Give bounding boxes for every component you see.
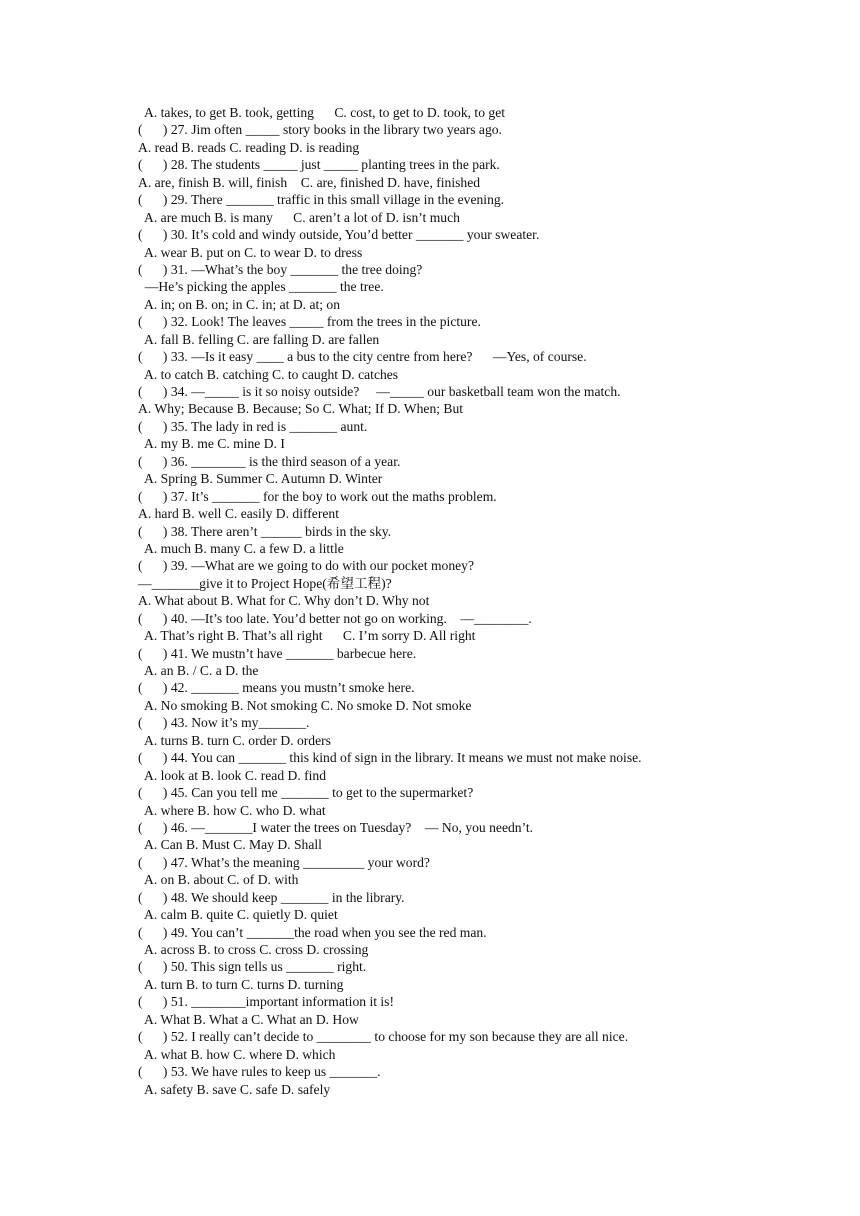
question-line: ( ) 43. Now it’s my_______. <box>138 715 310 731</box>
answer-options-line: A. are much B. is many C. aren’t a lot of D. isn’t much <box>138 209 460 225</box>
answer-options-line: A. across B. to cross C. cross D. crossing <box>138 942 369 957</box>
question-line: ( ) 52. I really can’t decide to ________ to choose for my son because they are all nice. <box>138 1029 629 1045</box>
question-line: ( ) 37. It’s _______ for the boy to work out the maths problem. <box>138 488 497 504</box>
answer-options-line: A. turns B. turn C. order D. orders <box>138 732 331 748</box>
answer-options-line: A. on B. about C. of D. with <box>138 872 299 888</box>
answer-options-line: A. What B. What a C. What an D. How <box>138 1011 359 1027</box>
question-line: ( ) 33. —Is it easy ____ a bus to the city centre from here? —Yes, of course. <box>138 349 587 365</box>
question-line: ( ) 30. It’s cold and windy outside, You’d better _______ your sweater. <box>138 227 540 243</box>
question-line: ( ) 51. ________important information it is! <box>138 994 394 1010</box>
answer-options-line: A. where B. how C. who D. what <box>138 802 326 818</box>
question-line: ( ) 34. —_____ is it so noisy outside? —_____ our basketball team won the match. <box>138 384 621 399</box>
answer-options-line: A. look at B. look C. read D. find <box>138 767 327 783</box>
question-line: ( ) 46. —_______I water the trees on Tuesday? — No, you needn’t. <box>138 819 534 835</box>
answer-options-line: A. to catch B. catching C. to caught D. catches <box>138 366 399 382</box>
answer-options-line: A. much B. many C. a few D. a little <box>138 540 344 556</box>
question-line: ( ) 39. —What are we going to do with our pocket money? <box>138 558 474 574</box>
answer-options-line: A. wear B. put on C. to wear D. to dress <box>138 244 363 260</box>
text-line: —He’s picking the apples _______ the tree. <box>138 279 384 295</box>
answer-options-line: A. Why; Because B. Because; So C. What; If D. When; But <box>138 401 464 417</box>
question-line: ( ) 50. This sign tells us _______ right. <box>138 959 367 975</box>
question-line: ( ) 31. —What’s the boy _______ the tree doing? <box>138 261 423 277</box>
question-line: ( ) 49. You can’t _______the road when you see the red man. <box>138 924 487 940</box>
question-line: ( ) 36. ________ is the third season of a year. <box>138 453 401 469</box>
answer-options-line: A. read B. reads C. reading D. is reading <box>138 139 360 155</box>
answer-options-line: A. my B. me C. mine D. I <box>138 436 285 452</box>
question-line: ( ) 32. Look! The leaves _____ from the trees in the picture. <box>138 314 481 330</box>
question-line: ( ) 47. What’s the meaning _________ your word? <box>138 854 430 870</box>
answer-options-line: A. an B. / C. a D. the <box>138 663 259 678</box>
question-line: ( ) 38. There aren’t ______ birds in the sky. <box>138 523 392 539</box>
answer-options-line: A. That’s right B. That’s all right C. I’m sorry D. All right <box>138 628 476 644</box>
question-line: ( ) 28. The students _____ just _____ planting trees in the park. <box>138 157 500 173</box>
answer-options-line: A. calm B. quite C. quietly D. quiet <box>138 907 338 923</box>
answer-options-line: A. turn B. to turn C. turns D. turning <box>138 976 344 992</box>
question-line: ( ) 35. The lady in red is _______ aunt. <box>138 418 368 434</box>
answer-options-line: A. No smoking B. Not smoking C. No smoke D. Not smoke <box>138 697 472 713</box>
question-line: ( ) 45. Can you tell me _______ to get to the supermarket? <box>138 785 474 801</box>
question-line: ( ) 27. Jim often _____ story books in the library two years ago. <box>138 122 502 138</box>
answer-options-line: A. are, finish B. will, finish C. are, finished D. have, finished <box>138 174 481 190</box>
question-line: ( ) 53. We have rules to keep us _______. <box>138 1064 381 1080</box>
answer-options-line: A. safety B. save C. safe D. safely <box>138 1081 331 1097</box>
answer-options-line: A. Spring B. Summer C. Autumn D. Winter <box>138 471 383 487</box>
answer-options-line: A. takes, to get B. took, getting C. cost, to get to D. took, to get <box>138 105 506 120</box>
question-line: ( ) 48. We should keep _______ in the library. <box>138 889 405 905</box>
answer-options-line: A. what B. how C. where D. which <box>138 1046 336 1062</box>
answer-options-line: A. hard B. well C. easily D. different <box>138 506 339 522</box>
answer-options-line: A. fall B. felling C. are falling D. are fallen <box>138 331 380 347</box>
question-list <box>138 104 838 1098</box>
question-line: ( ) 40. —It’s too late. You’d better not go on working. —________. <box>138 610 532 626</box>
answer-options-line: A. Can B. Must C. May D. Shall <box>138 837 322 853</box>
answer-options-line: A. What about B. What for C. Why don’t D. Why not <box>138 593 430 609</box>
text-line: —_______give it to Project Hope(希望工程)? <box>138 575 392 591</box>
question-line: ( ) 41. We mustn’t have _______ barbecue here. <box>138 645 417 661</box>
answer-options-line: A. in; on B. on; in C. in; at D. at; on <box>138 296 341 312</box>
question-line: ( ) 42. _______ means you mustn’t smoke here. <box>138 680 415 696</box>
question-line: ( ) 44. You can _______ this kind of sign in the library. It means we must not make noise. <box>138 750 642 766</box>
question-line: ( ) 29. There _______ traffic in this small village in the evening. <box>138 192 505 208</box>
